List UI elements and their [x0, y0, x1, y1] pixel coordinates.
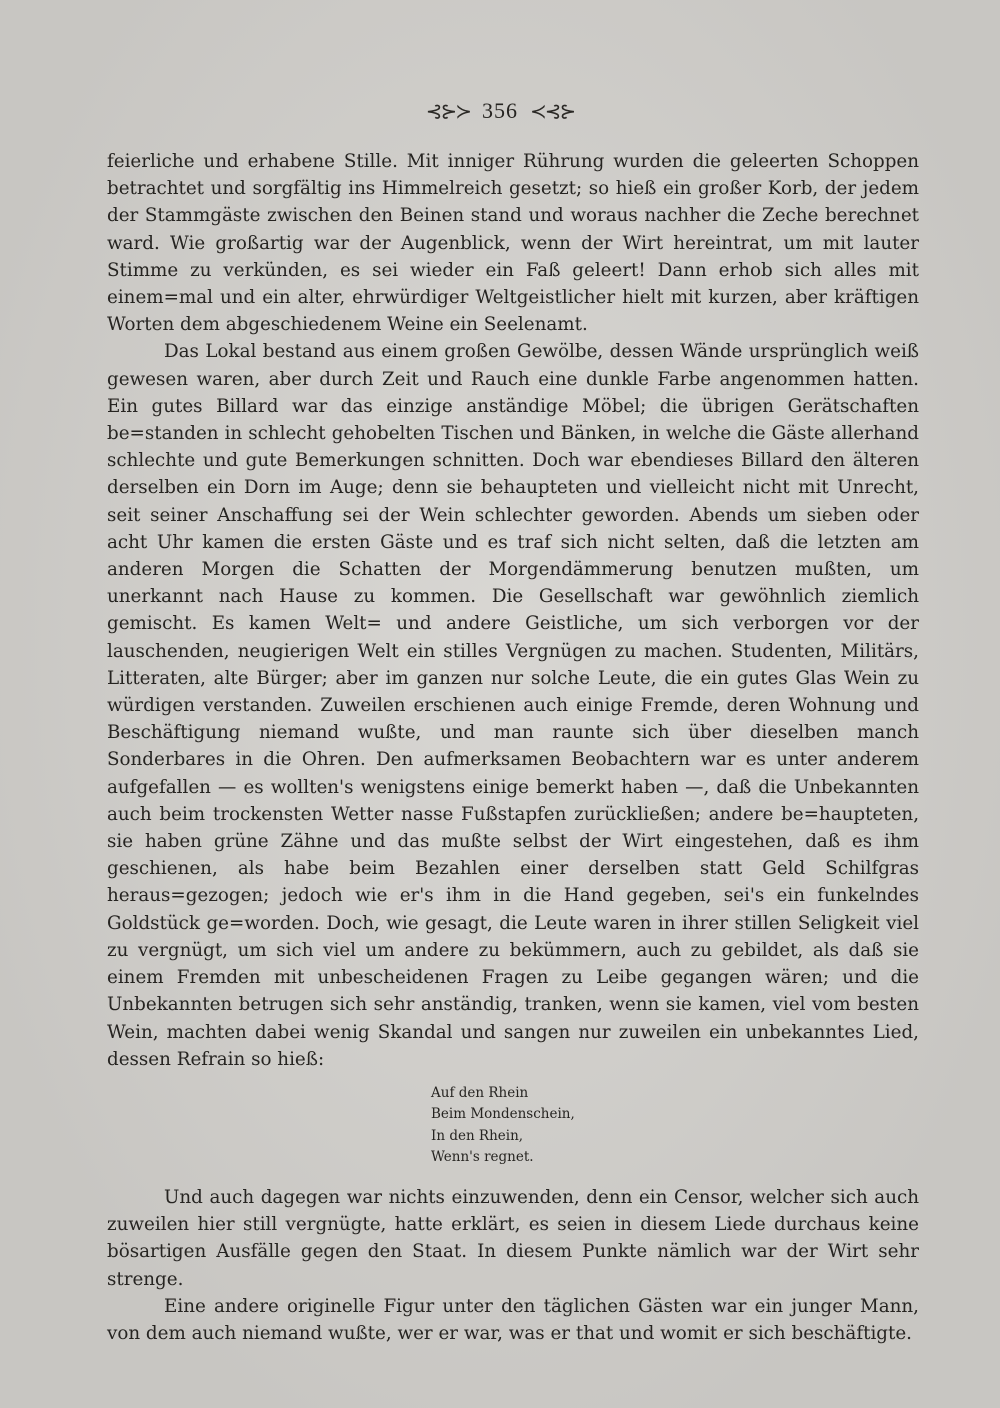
paragraph-lokal: Das Lokal bestand aus einem großen Gewölbe, dessen Wände ursprünglich weiß gewesen waren, aber durch Zeit und Rauch eine dunkle Farbe angenommen hatten. Ein gutes Billard war das einzige anständige Möbel; die übrigen Gerätschaften be=standen in schlecht gehobelten Tischen und Bänken, in welche die Gäste allerhand schlechte und gute Bemerkungen schnitten. Doch war ebendieses Billard den älteren derselben ein Dorn im Auge; denn sie behaupteten und vielleicht nicht mit Unrecht, seit seiner Anschaffung sei der Wein schlechter geworden. Abends um sieben oder acht Uhr kamen die ersten Gäste und es traf sich nicht selten, daß die letzten am anderen Morgen die Schatten der Morgendämmerung benutzen mußten, um unerkannt nach Hause zu kommen. Die Gesellschaft war gewöhnlich ziemlich gemischt. Es kamen Welt= und andere Geistliche, um sich verborgen vor der lauschenden, neugierigen Welt ein stilles Vergnügen zu machen. Studenten, Militärs, Litteraten, alte Bürger; aber im ganzen nur solche Leute, die ein gutes Glas Wein zu würdigen verstanden. Zuweilen erschienen auch einige Fremde, deren Wohnung und Beschäftigung niemand wußte, und man raunte sich über dieselben manch Sonderbares in die Ohren. Den aufmerksamen Beobachtern war es unter anderem aufgefallen — es wollten's wenigstens einige bemerkt haben —, daß die Unbekannten auch beim trockensten Wetter nasse Fußstapfen zurückließen; andere be=haupteten, sie haben grüne Zähne und das mußte selbst der Wirt eingestehen, daß es ihm geschienen, als habe beim Bezahlen einer derselben statt Geld Schilfgras heraus=gezogen; jedoch wie er's ihm in die Hand gegeben, sei's ein funkelndes Goldstück ge=worden. Doch, wie gesagt, die Leute waren in ihrer stillen Seligkeit viel zu vergnügt, um sich viel um andere zu bekümmern, auch zu gebildet, als daß sie einem Fremden mit unbescheidenen Fragen zu Leibe gegangen wären; und die Unbekannten betrugen sich sehr anständig, tranken, wenn sie kamen, viel vom besten Wein, machten dabei wenig Skandal und sangen nur zuweilen ein unbekanntes Lied, dessen Refrain so hieß: [107, 341, 919, 1070]
song-refrain [431, 1083, 919, 1169]
paragraph-figure: Eine andere originelle Figur unter den täglichen Gästen war ein junger Mann, von dem auch niemand wußte, wer er war, was er that und womit er sich beschäftigte. [107, 1295, 919, 1344]
paragraph-censor: Und auch dagegen war nichts einzuwenden, denn ein Censor, welcher sich auch zuweilen hier still vergnügte, hatte erklärt, es seien in diesem Liede durchaus keine bösartigen Ausfälle gegen den Staat. In diesem Punkte nämlich war der Wirt sehr strenge. [107, 1186, 919, 1290]
paragraph-continuation: feierliche und erhabene Stille. Mit inniger Rührung wurden die geleerten Schoppen betrachtet und sorgfältig ins Himmelreich gesetzt; so hieß ein großer Korb, der jedem der Stammgäste zwischen den Beinen stand und woraus nachher die Zeche berechnet ward. Wie großartig war der Augenblick, wenn der Wirt hereintrat, um mit lauter Stimme zu verkünden, es sei wieder ein Faß geleert! Dann erhob sich alles mit einem=mal und ein alter, ehrwürdiger Weltgeistlicher hielt mit kurzen, aber kräftigen Worten dem abgeschiedenem Weine ein Seelenamt. [107, 151, 919, 336]
verse-line: Wenn's regnet. [431, 1149, 534, 1166]
left-ornament-icon: ⊰⊱≻ [425, 99, 470, 123]
verse-line: In den Rhein, [431, 1127, 524, 1144]
page-header [0, 94, 1000, 128]
verse-line: Beim Mondenschein, [431, 1106, 575, 1123]
right-ornament-icon: ≺⊰⊱ [530, 99, 575, 123]
body-text [107, 148, 919, 1347]
verse-line: Auf den Rhein [431, 1084, 529, 1101]
page-number: 356 [482, 98, 518, 123]
